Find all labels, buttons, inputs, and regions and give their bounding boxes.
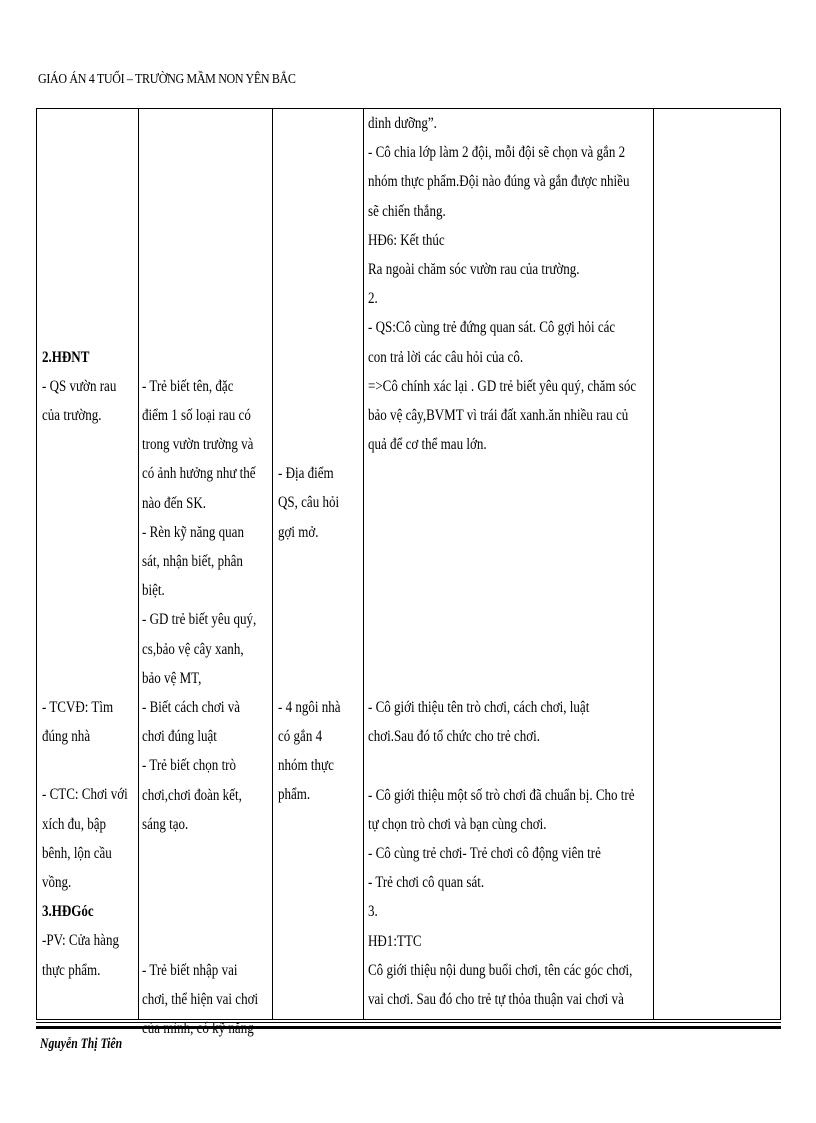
table-cell-line: nào đến SK. [142, 494, 207, 512]
blank-line [42, 547, 138, 576]
table-cell-line: - GD trẻ biết yêu quý, [142, 611, 257, 629]
table-cell-line: - Cô giới thiệu tên trò chơi, cách chơi, luật [368, 698, 590, 716]
blank-line [278, 255, 364, 284]
blank-line [278, 343, 364, 372]
table-cell-line: -PV: Cửa hàng [42, 932, 119, 950]
blank-line [278, 167, 364, 196]
table-cell-line: chơi,chơi đoàn kết, [142, 786, 242, 804]
table-cell-line: - Trẻ biết tên, đặc [142, 377, 234, 395]
blank-line [42, 664, 138, 693]
blank-line [42, 634, 138, 663]
table-cell-line: QS, câu hỏi [278, 494, 340, 512]
document-header: GIÁO ÁN 4 TUỔI – TRƯỜNG MẦM NON YÊN BẮC [38, 72, 296, 87]
blank-line [278, 109, 364, 138]
blank-line [142, 868, 270, 897]
blank-line [142, 897, 270, 926]
table-cell-line: =>Cô chính xác lại . GD trẻ biết yêu quý, chăm sóc [368, 377, 637, 395]
table-cell-line: có ảnh hưởng như thế [142, 465, 256, 483]
table-cell-line: điểm 1 số loại rau có [142, 406, 251, 424]
table-cell-line: HĐ1:TTC [368, 932, 422, 950]
blank-line [278, 430, 364, 459]
table-cell-line: chơi, thể hiện vai chơi [142, 990, 259, 1008]
blank-line [142, 167, 270, 196]
blank-line [42, 576, 138, 605]
blank-line [142, 313, 270, 342]
table-cell-line: trong vườn trường và [142, 436, 254, 454]
blank-line [368, 518, 652, 547]
blank-line [278, 664, 364, 693]
blank-line [42, 459, 138, 488]
blank-line [142, 138, 270, 167]
table-cell-line: nhóm thực [278, 757, 334, 775]
table-cell-line: - QS:Cô cùng trẻ đứng quan sát. Cô gợi hỏi các [368, 319, 616, 337]
blank-line [368, 547, 652, 576]
blank-line [142, 839, 270, 868]
blank-line [278, 138, 364, 167]
blank-line [42, 518, 138, 547]
column-divider [138, 109, 139, 1019]
blank-line [278, 197, 364, 226]
blank-line [142, 927, 270, 956]
blank-line [142, 284, 270, 313]
table-cell-line: 2. [368, 290, 378, 308]
table-cell-line: 3.HĐGóc [42, 903, 94, 921]
blank-line [42, 488, 138, 517]
objectives-column [142, 109, 270, 1043]
blank-line [42, 605, 138, 634]
table-cell-line: biệt. [142, 582, 165, 600]
table-cell-line: Cô giới thiệu nội dung buổi chơi, tên các góc chơi, [368, 961, 633, 979]
table-cell-line: thực phẩm. [42, 961, 101, 979]
blank-line [278, 401, 364, 430]
table-cell-line: 3. [368, 903, 378, 921]
table-cell-line: - Trẻ biết nhập vai [142, 961, 238, 979]
table-cell-line: bênh, lộn cầu [42, 844, 112, 862]
activity-column [42, 109, 138, 985]
blank-line [42, 284, 138, 313]
blank-line [278, 313, 364, 342]
table-cell-line: bảo vệ MT, [142, 669, 202, 687]
blank-line [42, 255, 138, 284]
table-cell-line: chơi đúng luật [142, 728, 217, 746]
table-cell-line: - Cô giới thiệu một số trò chơi đã chuẩn bị. Cho trẻ [368, 786, 635, 804]
blank-line [42, 167, 138, 196]
table-cell-line: vai chơi. Sau đó cho trẻ tự thỏa thuận vai chơi và [368, 990, 624, 1008]
table-cell-line: - Biết cách chơi và [142, 698, 240, 716]
table-cell-line: - Rèn kỹ năng quan [142, 523, 244, 541]
table-cell-line: tự chọn trò chơi và bạn cùng chơi. [368, 815, 547, 833]
procedure-column [368, 109, 652, 1014]
preparation-column [278, 109, 364, 810]
blank-line [278, 634, 364, 663]
table-cell-line: - 4 ngôi nhà [278, 698, 341, 716]
table-cell-line: - Trẻ chơi cô quan sát. [368, 874, 485, 892]
blank-line [142, 343, 270, 372]
blank-line [142, 197, 270, 226]
table-cell-line: chơi.Sau đó tổ chức cho trẻ chơi. [368, 728, 540, 746]
table-cell-line: - Cô cùng trẻ chơi- Trẻ chơi cô động viên trẻ [368, 844, 601, 862]
blank-line [142, 109, 270, 138]
table-cell-line: vồng. [42, 874, 72, 891]
table-cell-line: - TCVĐ: Tìm [42, 698, 114, 716]
table-cell-line: - Cô chia lớp làm 2 đội, mỗi đội sẽ chọn và gắn 2 [368, 144, 626, 162]
blank-line [278, 284, 364, 313]
blank-line [368, 605, 652, 634]
blank-line [42, 138, 138, 167]
table-cell-line: sát, nhận biết, phân [142, 552, 243, 570]
column-divider [272, 109, 273, 1019]
blank-line [42, 226, 138, 255]
blank-line [278, 576, 364, 605]
table-cell-line: - CTC: Chơi với [42, 786, 128, 804]
lesson-plan-table [36, 108, 781, 1038]
blank-line [368, 489, 652, 518]
table-cell-line: bảo vệ cây,BVMT vì trái đất xanh.ăn nhiều rau củ [368, 407, 629, 425]
footer-rule-thick [36, 1026, 781, 1029]
table-cell-line: 2.HĐNT [42, 348, 90, 366]
table-cell-line: của trường. [42, 406, 102, 424]
table-cell-line: gợi mở. [278, 523, 319, 541]
blank-line [368, 576, 652, 605]
blank-line [42, 751, 138, 780]
table-cell-line: của mình, có kỹ năng [142, 1020, 254, 1038]
table-cell-line: HĐ6: Kết thúc [368, 231, 445, 249]
blank-line [42, 197, 138, 226]
table-cell-line: sẽ chiến thắng. [368, 202, 446, 220]
blank-line [278, 372, 364, 401]
blank-line [142, 255, 270, 284]
table-cell-line: nhóm thực phẩm.Đội nào đúng và gắn được nhiều [368, 173, 630, 191]
table-cell-line: có gắn 4 [278, 728, 323, 745]
table-cell-line: Ra ngoài chăm sóc vườn rau của trường. [368, 261, 580, 279]
table-cell-line: quả để cơ thể mau lớn. [368, 436, 487, 454]
blank-line [368, 751, 652, 780]
table-cell-line: sáng tạo. [142, 815, 189, 833]
blank-line [42, 430, 138, 459]
table-cell-line: - Địa điểm [278, 465, 334, 483]
table-cell-line: cs,bảo vệ cây xanh, [142, 640, 244, 658]
blank-line [278, 226, 364, 255]
blank-line [42, 109, 138, 138]
table-cell-line: đúng nhà [42, 728, 91, 745]
footer-rule-thin [36, 1022, 781, 1023]
blank-line [278, 547, 364, 576]
blank-line [368, 635, 652, 664]
blank-line [368, 459, 652, 488]
author-name: Nguyễn Thị Tiên [40, 1036, 123, 1052]
blank-line [368, 664, 652, 693]
table-cell-line: dinh dưỡng”. [368, 115, 437, 132]
table-cell-line: - QS vườn rau [42, 377, 117, 395]
table-cell-line: - Trẻ biết chọn trò [142, 757, 237, 775]
blank-line [42, 313, 138, 342]
table-cell-line: xích đu, bập [42, 815, 107, 833]
table-cell-line: con trả lời các câu hỏi của cô. [368, 348, 524, 366]
table-cell-line: phẩm. [278, 786, 311, 804]
blank-line [278, 605, 364, 634]
column-divider [653, 109, 654, 1019]
blank-line [142, 226, 270, 255]
